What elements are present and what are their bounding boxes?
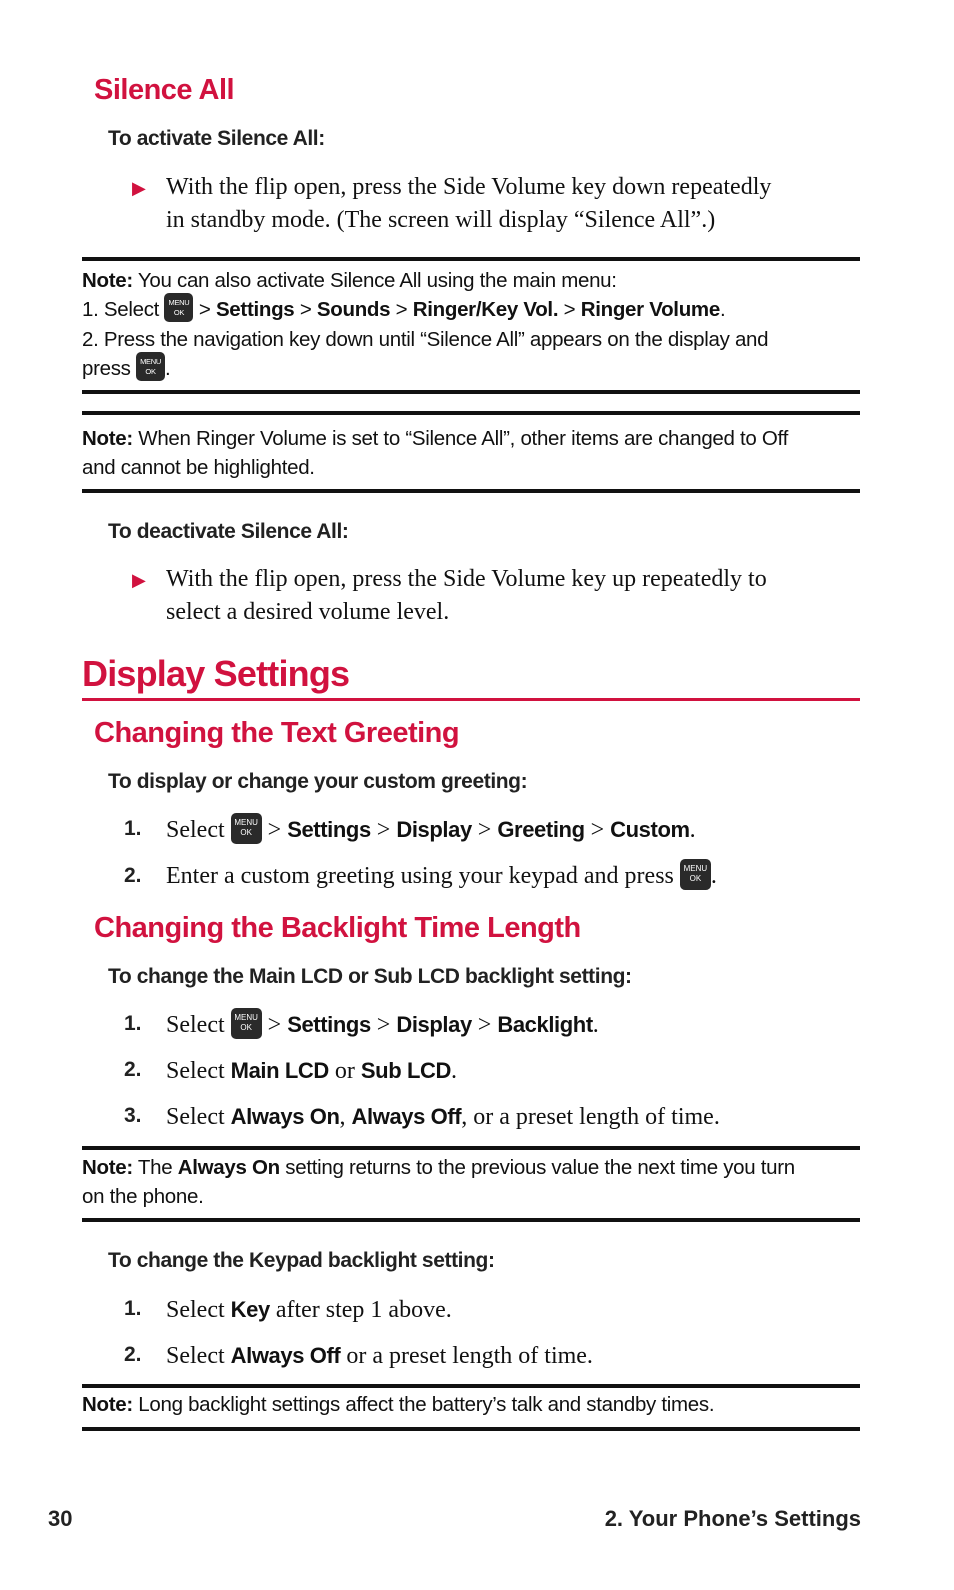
section-title-display-settings: Display Settings [82, 653, 350, 694]
menu-ok-key-icon: MENU OK [231, 1008, 262, 1039]
step-number: 1. [124, 1012, 142, 1035]
page-number: 30 [48, 1506, 73, 1531]
step-number: 3. [124, 1104, 142, 1127]
greeting-lead: To display or change your custom greeting: [108, 770, 528, 793]
menu-ok-key-icon: MENU OK [680, 859, 711, 890]
deactivate-instruction: With the flip open, press the Side Volume key up repeatedly to select a desired volume level. [166, 566, 767, 625]
keypad-step-2: Select Always Off or a preset length of time. [166, 1343, 593, 1369]
keypad-step-1: Select Key after step 1 above. [166, 1297, 452, 1323]
note-divider [82, 1384, 860, 1388]
bullet-arrow-icon: ▶ [132, 178, 146, 198]
backlight-lead: To change the Main LCD or Sub LCD backlight setting: [108, 965, 632, 988]
step-number: 2. [124, 864, 142, 887]
greeting-step-2: Enter a custom greeting using your keypad and press MENU OK . [166, 860, 717, 893]
greeting-step-1: Select MENU OK > Settings > Display > Greeting > Custom. [166, 813, 696, 847]
note-ringer-volume: Note: When Ringer Volume is set to “Silence All”, other items are changed to Off and cannot be highlighted. [82, 427, 788, 479]
deactivate-lead: To deactivate Silence All: [108, 520, 349, 543]
note-divider [82, 1218, 860, 1222]
note-divider [82, 1146, 860, 1150]
activate-lead: To activate Silence All: [108, 127, 325, 150]
note-divider [82, 489, 860, 493]
note-battery: Note: Long backlight settings affect the battery’s talk and standby times. [82, 1393, 715, 1416]
subsection-title-text-greeting: Changing the Text Greeting [94, 717, 460, 749]
menu-ok-key-icon: MENU OK [164, 293, 193, 322]
menu-ok-key-icon: MENU OK [136, 352, 165, 381]
keypad-lead: To change the Keypad backlight setting: [108, 1249, 495, 1272]
section-title-underline [82, 698, 860, 701]
note-main-menu: Note: You can also activate Silence All using the main menu: 1. Select MENU OK > Settings > Sounds > Ringer/Key Vol. > Ringer Volume. 2. Press the navigation key down until “Silence All” appears on the display and press MENU OK . [82, 269, 769, 381]
menu-ok-key-icon: MENU OK [231, 813, 262, 844]
step-number: 1. [124, 1297, 142, 1320]
step-number: 2. [124, 1343, 142, 1366]
note-divider [82, 390, 860, 394]
note-divider [82, 257, 860, 261]
step-number: 2. [124, 1058, 142, 1081]
backlight-step-3: Select Always On, Always Off, or a preset length of time. [166, 1104, 720, 1130]
bullet-arrow-icon: ▶ [132, 570, 146, 590]
subsection-title-backlight: Changing the Backlight Time Length [94, 912, 581, 944]
activate-instruction: With the flip open, press the Side Volume key down repeatedly in standby mode. (The screen will display “Silence All”.) [166, 174, 772, 233]
section-title-silence-all: Silence All [94, 74, 235, 106]
footer-section-title: 2. Your Phone’s Settings [604, 1506, 861, 1531]
backlight-step-2: Select Main LCD or Sub LCD. [166, 1058, 457, 1084]
step-number: 1. [124, 817, 142, 840]
note-always-on: Note: The Always On setting returns to the previous value the next time you turn on the phone. [82, 1156, 795, 1208]
note-divider [82, 1427, 860, 1431]
backlight-step-1: Select MENU OK > Settings > Display > Backlight. [166, 1008, 599, 1042]
note-divider [82, 411, 860, 415]
